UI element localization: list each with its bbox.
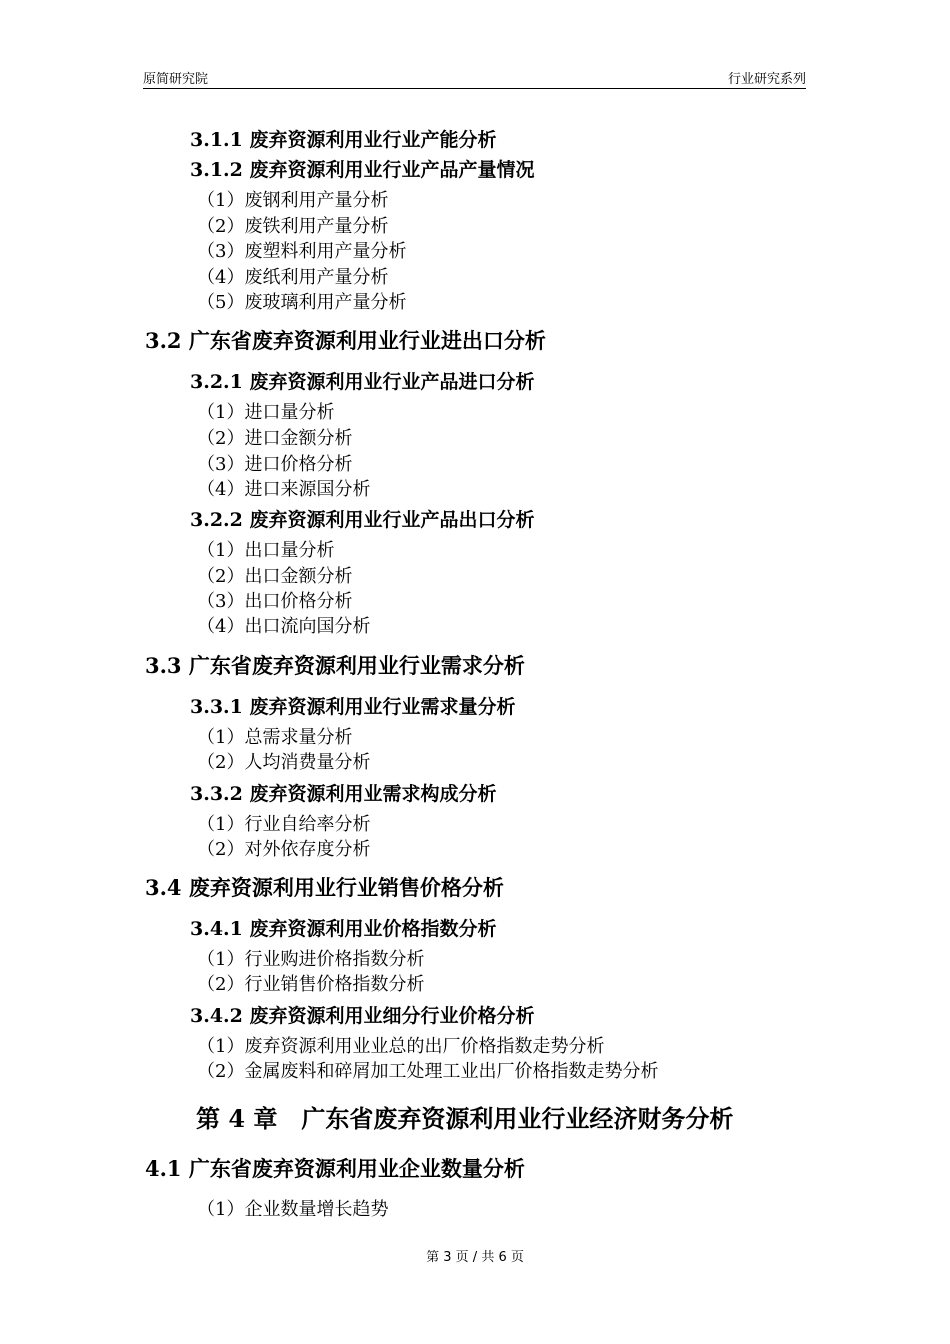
toc-subsection-heading: 3.4.1 废弃资源利用业价格指数分析 — [190, 918, 497, 940]
toc-list-item: （4）出口流向国分析 — [197, 616, 371, 637]
toc-subsection-heading: 3.3.1 废弃资源利用业行业需求量分析 — [190, 696, 516, 718]
toc-section-heading: 3.3 广东省废弃资源利用业行业需求分析 — [145, 653, 525, 678]
toc-list-item: （5）废玻璃利用产量分析 — [197, 292, 407, 313]
toc-list-item: （4）废纸利用产量分析 — [197, 267, 389, 288]
toc-subsection-heading: 3.2.2 废弃资源利用业行业产品出口分析 — [190, 509, 535, 531]
toc-list-item: （1）出口量分析 — [197, 540, 335, 561]
toc-list-item: （2）行业销售价格指数分析 — [197, 974, 425, 995]
toc-section-heading: 3.2 广东省废弃资源利用业行业进出口分析 — [145, 328, 546, 353]
page-footer: 第 3 页 / 共 6 页 — [426, 1250, 524, 1265]
toc-list-item: （1）废弃资源利用业业总的出厂价格指数走势分析 — [197, 1036, 605, 1057]
toc-section-heading: 4.1 广东省废弃资源利用业企业数量分析 — [145, 1156, 525, 1181]
toc-list-item: （3）出口价格分析 — [197, 591, 353, 612]
toc-subsection-heading: 3.2.1 废弃资源利用业行业产品进口分析 — [190, 371, 535, 393]
toc-list-item: （1）行业自给率分析 — [197, 814, 371, 835]
header-org-name: 原简研究院 — [143, 72, 209, 87]
toc-subsection-heading: 3.3.2 废弃资源利用业需求构成分析 — [190, 783, 497, 805]
toc-chapter-heading: 第 4 章 广东省废弃资源利用业行业经济财务分析 — [196, 1104, 734, 1133]
toc-list-item: （1）废钢利用产量分析 — [197, 190, 389, 211]
page-header — [143, 68, 806, 89]
toc-list-item: （4）进口来源国分析 — [197, 479, 371, 500]
toc-list-item: （3）废塑料利用产量分析 — [197, 241, 407, 262]
toc-list-item: （1）企业数量增长趋势 — [197, 1199, 389, 1220]
toc-list-item: （3）进口价格分析 — [197, 454, 353, 475]
toc-list-item: （1）总需求量分析 — [197, 727, 353, 748]
toc-subsection-heading: 3.1.1 废弃资源利用业行业产能分析 — [190, 129, 497, 151]
toc-list-item: （2）人均消费量分析 — [197, 752, 371, 773]
toc-list-item: （2）出口金额分析 — [197, 566, 353, 587]
toc-subsection-heading: 3.4.2 废弃资源利用业细分行业价格分析 — [190, 1005, 535, 1027]
toc-section-heading: 3.4 废弃资源利用业行业销售价格分析 — [145, 875, 504, 900]
toc-subsection-heading: 3.1.2 废弃资源利用业行业产品产量情况 — [190, 159, 535, 181]
toc-list-item: （2）进口金额分析 — [197, 428, 353, 449]
toc-list-item: （1）进口量分析 — [197, 402, 335, 423]
header-series-name: 行业研究系列 — [727, 72, 806, 87]
toc-list-item: （2）金属废料和碎屑加工处理工业出厂价格指数走势分析 — [197, 1061, 659, 1082]
toc-list-item: （1）行业购进价格指数分析 — [197, 949, 425, 970]
toc-list-item: （2）废铁利用产量分析 — [197, 216, 389, 237]
toc-list-item: （2）对外依存度分析 — [197, 839, 371, 860]
